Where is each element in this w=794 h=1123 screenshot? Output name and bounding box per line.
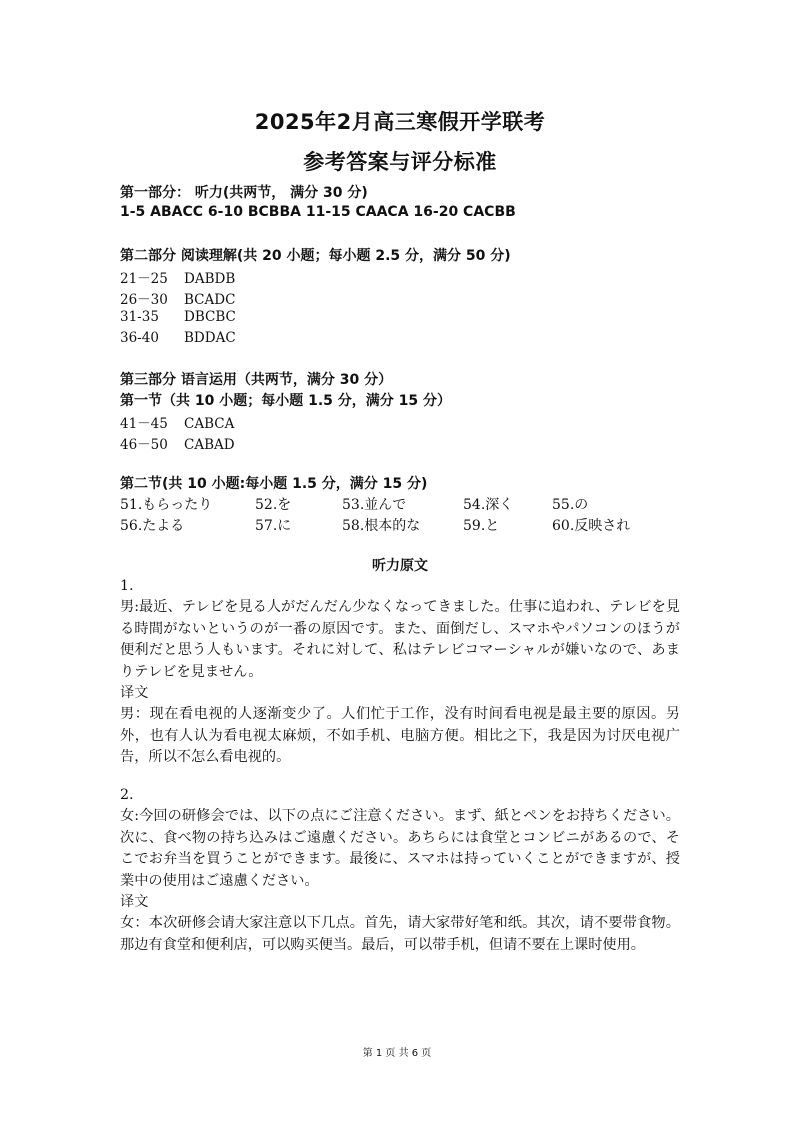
answer-row	[120, 412, 234, 432]
page-title: 2025年2月高三寒假开学联考	[254, 110, 546, 134]
translation-label: 译文	[120, 685, 149, 701]
answer-row	[120, 288, 235, 308]
answer-row	[120, 330, 236, 346]
fill-answer: 55.の	[552, 497, 589, 513]
answer-letters: CABCA	[184, 416, 235, 432]
fill-answer: 57.に	[255, 518, 292, 534]
question-number: 2.	[120, 787, 134, 803]
answer-row	[120, 433, 235, 453]
part1-answers: 1-5 ABACC 6-10 BCBBA 11-15 CAACA 16-20 CACBB	[120, 204, 516, 220]
answer-letters: CABAD	[184, 437, 235, 453]
translation-text: 女：本次研修会请大家注意以下几点。首先，请大家带好笔和纸。其次，请不要带食物。那边有食堂和便利店，可以购买便当。最后，可以带手机，但请不要在上课时使用。	[120, 915, 680, 953]
fill-answer: 52.を	[255, 497, 292, 513]
fill-answer: 56.たよる	[120, 518, 185, 534]
translation-label: 译文	[120, 894, 149, 910]
part3-section1-heading: 第一节（共 10 小题；每小题 1.5 分，满分 15 分）	[120, 393, 452, 409]
answer-range: 31-35	[120, 309, 159, 325]
answer-range: 46－50	[120, 437, 168, 453]
fill-answer: 53.並んで	[342, 497, 407, 513]
part1-heading: 第一部分： 听力(共两节， 满分 30 分)	[120, 185, 368, 201]
answer-letters: BCADC	[184, 292, 236, 308]
answer-letters: DABDB	[184, 271, 236, 287]
answer-range: 21－25	[120, 271, 168, 287]
question-number: 1.	[120, 578, 134, 594]
listening-transcript: 男:最近、テレビを見る人がだんだん少なくなってきました。仕事に追われ、テレビを見る時間がないというのが一番の原因です。また、面倒だし、スマホやパソコンのほうが便利だと思う人もいます。それに対して、私はテレビコマーシャルが嫌いなので、あまりテレビを見ません。	[120, 599, 680, 680]
fill-answer: 51.もらったり	[120, 497, 213, 513]
answer-range: 26－30	[120, 292, 168, 308]
answer-row	[120, 309, 236, 325]
answer-range: 41－45	[120, 416, 168, 432]
listening-transcript: 女:今回の研修会では、以下の点にご注意ください。まず、紙とペンをお持ちください。次に、食べ物の持ち込みはご遠慮ください。あちらには食堂とコンビニがあるので、そこでお弁当を買うことができます。最後に、スマホは持っていくことができますが、授業中の使用はご遠慮ください。	[120, 808, 680, 889]
page-subtitle: 参考答案与评分标准	[303, 150, 497, 174]
fill-answer: 59.と	[463, 518, 500, 534]
part3-heading: 第三部分 语言运用（共两节，满分 30 分）	[120, 372, 393, 388]
listening-heading: 听力原文	[372, 558, 428, 574]
answer-letters: BDDAC	[184, 330, 236, 346]
answer-row	[120, 267, 235, 287]
fill-answer: 58.根本的な	[342, 518, 421, 534]
part2-heading: 第二部分 阅读理解(共 20 小题；每小题 2.5 分，满分 50 分)	[120, 248, 511, 264]
part3-section2-heading: 第二节(共 10 小题:每小题 1.5 分，满分 15 分)	[120, 476, 428, 492]
fill-answer: 60.反映され	[552, 518, 631, 534]
fill-answer: 54.深く	[463, 497, 514, 513]
answer-letters: DBCBC	[184, 309, 236, 325]
translation-text: 男：现在看电视的人逐渐变少了。人们忙于工作，没有时间看电视是最主要的原因。另外，也有人认为看电视太麻烦，不如手机、电脑方便。相比之下，我是因为讨厌电视广告，所以不怎么看电视的。	[120, 706, 680, 765]
answer-range: 36-40	[120, 330, 159, 346]
page-footer: 第 1 页 共 6 页	[362, 1048, 432, 1059]
